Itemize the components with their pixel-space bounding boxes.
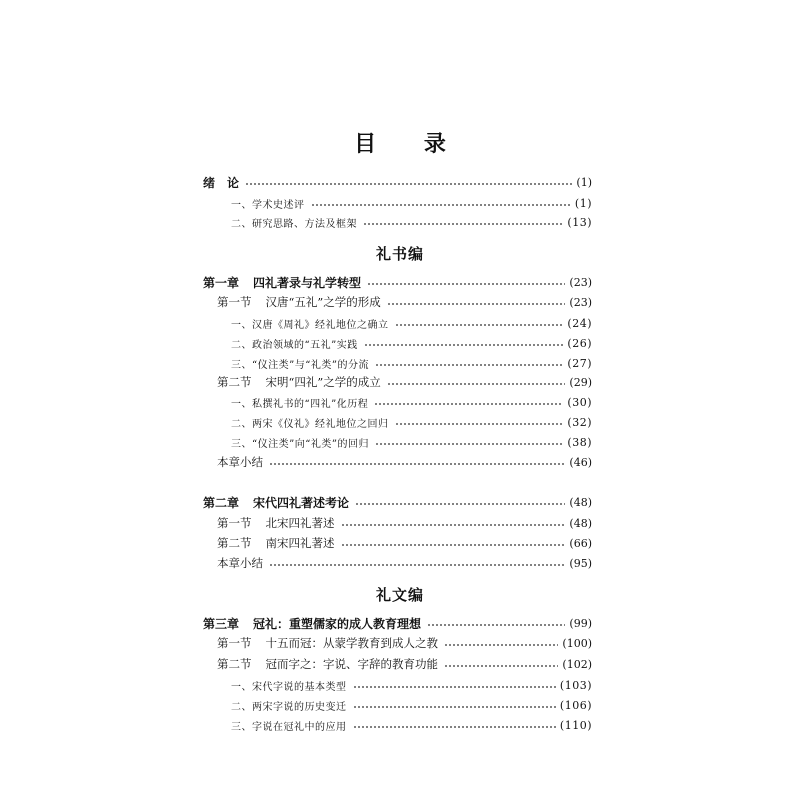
part-heading: 礼书编 bbox=[375, 245, 424, 263]
toc-page-number: (110) bbox=[559, 718, 592, 732]
leader-dots bbox=[341, 544, 566, 546]
leader-dots bbox=[269, 564, 565, 566]
toc-entry-summary[interactable] bbox=[217, 452, 592, 472]
leader-dots bbox=[353, 706, 556, 708]
toc-entry-item[interactable] bbox=[231, 392, 592, 412]
toc-entry-section[interactable] bbox=[217, 372, 592, 392]
toc-page-number: (1) bbox=[574, 196, 592, 210]
toc-entry-chapter[interactable] bbox=[203, 272, 592, 292]
leader-dots bbox=[353, 686, 556, 688]
toc-page-number: (23) bbox=[569, 295, 592, 309]
leader-dots bbox=[387, 303, 566, 305]
leader-dots bbox=[341, 524, 566, 526]
toc-label: 三、“仪注类”向“礼类”的回归 bbox=[231, 438, 369, 450]
leader-dots bbox=[387, 383, 566, 385]
leader-dots bbox=[353, 726, 556, 728]
page-title: 目 录 bbox=[354, 131, 466, 157]
leader-dots bbox=[245, 183, 572, 185]
toc-entry-item[interactable] bbox=[231, 412, 592, 432]
section-number: 第一节 bbox=[217, 636, 252, 650]
toc-page-number: (46) bbox=[569, 455, 592, 469]
section-title: 北宋四礼著述 bbox=[265, 516, 335, 530]
toc-page-number: (95) bbox=[569, 556, 592, 570]
toc-label: 本章小结 bbox=[217, 556, 263, 570]
part-heading: 礼文编 bbox=[375, 586, 424, 604]
leader-dots bbox=[427, 624, 565, 626]
toc-entry-item[interactable] bbox=[231, 313, 592, 333]
chapter-title: 冠礼：重塑儒家的成人教育理想 bbox=[253, 616, 422, 631]
chapter-number: 第三章 bbox=[203, 616, 240, 631]
toc-entry-section[interactable] bbox=[217, 654, 592, 674]
toc-entry-section[interactable] bbox=[217, 533, 592, 553]
toc-entry-chapter[interactable] bbox=[203, 492, 592, 512]
toc-page-number: (99) bbox=[569, 616, 592, 630]
toc-page-number: (66) bbox=[569, 536, 592, 550]
chapter-title: 四礼著录与礼学转型 bbox=[253, 275, 362, 290]
leader-dots bbox=[444, 665, 558, 667]
section-title: 宋明“四礼”之学的成立 bbox=[265, 375, 381, 389]
leader-dots bbox=[363, 223, 563, 225]
toc-label: 二、两宋《仪礼》经礼地位之回归 bbox=[231, 418, 389, 430]
chapter-number: 第一章 bbox=[203, 275, 240, 290]
toc-entry-item[interactable] bbox=[231, 715, 592, 735]
section-title: 冠而字之：字说、字辞的教育功能 bbox=[265, 657, 438, 671]
leader-dots bbox=[364, 344, 564, 346]
toc-label: 一、学术史述评 bbox=[231, 199, 305, 211]
toc-entry-section[interactable] bbox=[217, 513, 592, 533]
chapter-title: 宋代四礼著述考论 bbox=[253, 495, 350, 510]
toc-entry-section[interactable] bbox=[217, 292, 592, 312]
toc-label: 一、汉唐《周礼》经礼地位之确立 bbox=[231, 319, 389, 331]
toc-label: 本章小结 bbox=[217, 455, 263, 469]
leader-dots bbox=[355, 503, 565, 505]
section-title: 十五而冠：从蒙学教育到成人之教 bbox=[265, 636, 438, 650]
toc-page-number: (102) bbox=[562, 657, 592, 671]
toc-page-number: (48) bbox=[569, 495, 592, 509]
section-number: 第二节 bbox=[217, 657, 252, 671]
toc-label: 一、私撰礼书的“四礼”化历程 bbox=[231, 398, 369, 410]
toc-page-number: (38) bbox=[567, 435, 592, 449]
toc-label: 二、政治领域的“五礼”实践 bbox=[231, 339, 358, 351]
toc-entry-item[interactable] bbox=[231, 212, 592, 232]
leader-dots bbox=[367, 283, 565, 285]
toc-entry-item[interactable] bbox=[231, 333, 592, 353]
toc-entry-section[interactable] bbox=[217, 633, 592, 653]
leader-dots bbox=[375, 443, 563, 445]
leader-dots bbox=[444, 644, 558, 646]
section-number: 第二节 bbox=[217, 536, 252, 550]
toc-label: 一、宋代字说的基本类型 bbox=[231, 681, 347, 693]
toc-entry-item[interactable] bbox=[231, 695, 592, 715]
toc-label: 三、“仪注类”与“礼类”的分流 bbox=[231, 359, 369, 371]
leader-dots bbox=[374, 403, 563, 405]
toc-label: 三、字说在冠礼中的应用 bbox=[231, 721, 347, 733]
toc-page-number: (30) bbox=[567, 395, 592, 409]
toc-page-number: (23) bbox=[569, 275, 592, 289]
toc-page-number: (106) bbox=[559, 698, 592, 712]
toc-label: 二、研究思路、方法及框架 bbox=[231, 218, 357, 230]
toc-page-number: (48) bbox=[569, 516, 592, 530]
section-title: 汉唐“五礼”之学的形成 bbox=[265, 295, 381, 309]
toc-page-number: (1) bbox=[576, 175, 592, 189]
toc-entry-item[interactable] bbox=[231, 675, 592, 695]
toc-entry-item[interactable] bbox=[231, 432, 592, 452]
toc-page-number: (32) bbox=[567, 415, 592, 429]
toc-entry-item[interactable] bbox=[231, 353, 592, 373]
toc-entry-summary[interactable] bbox=[217, 553, 592, 573]
toc-entry-intro[interactable] bbox=[203, 172, 592, 192]
leader-dots bbox=[311, 204, 571, 206]
toc-label: 二、两宋字说的历史变迁 bbox=[231, 701, 347, 713]
section-number: 第二节 bbox=[217, 375, 252, 389]
section-number: 第一节 bbox=[217, 295, 252, 309]
leader-dots bbox=[395, 324, 564, 326]
toc-page-number: (26) bbox=[567, 336, 592, 350]
leader-dots bbox=[269, 463, 565, 465]
toc-page-number: (29) bbox=[569, 375, 592, 389]
toc-entry-item[interactable] bbox=[231, 193, 592, 213]
toc-page-number: (13) bbox=[567, 215, 592, 229]
chapter-number: 第二章 bbox=[203, 495, 240, 510]
section-title: 南宋四礼著述 bbox=[265, 536, 335, 550]
section-number: 第一节 bbox=[217, 516, 252, 530]
leader-dots bbox=[395, 423, 564, 425]
toc-page-number: (27) bbox=[567, 356, 592, 370]
leader-dots bbox=[375, 364, 563, 366]
toc-label: 绪 论 bbox=[203, 175, 240, 190]
toc-entry-chapter[interactable] bbox=[203, 613, 592, 633]
toc-page-number: (24) bbox=[567, 316, 592, 330]
toc-page-number: (103) bbox=[559, 678, 592, 692]
toc-page-number: (100) bbox=[562, 636, 592, 650]
